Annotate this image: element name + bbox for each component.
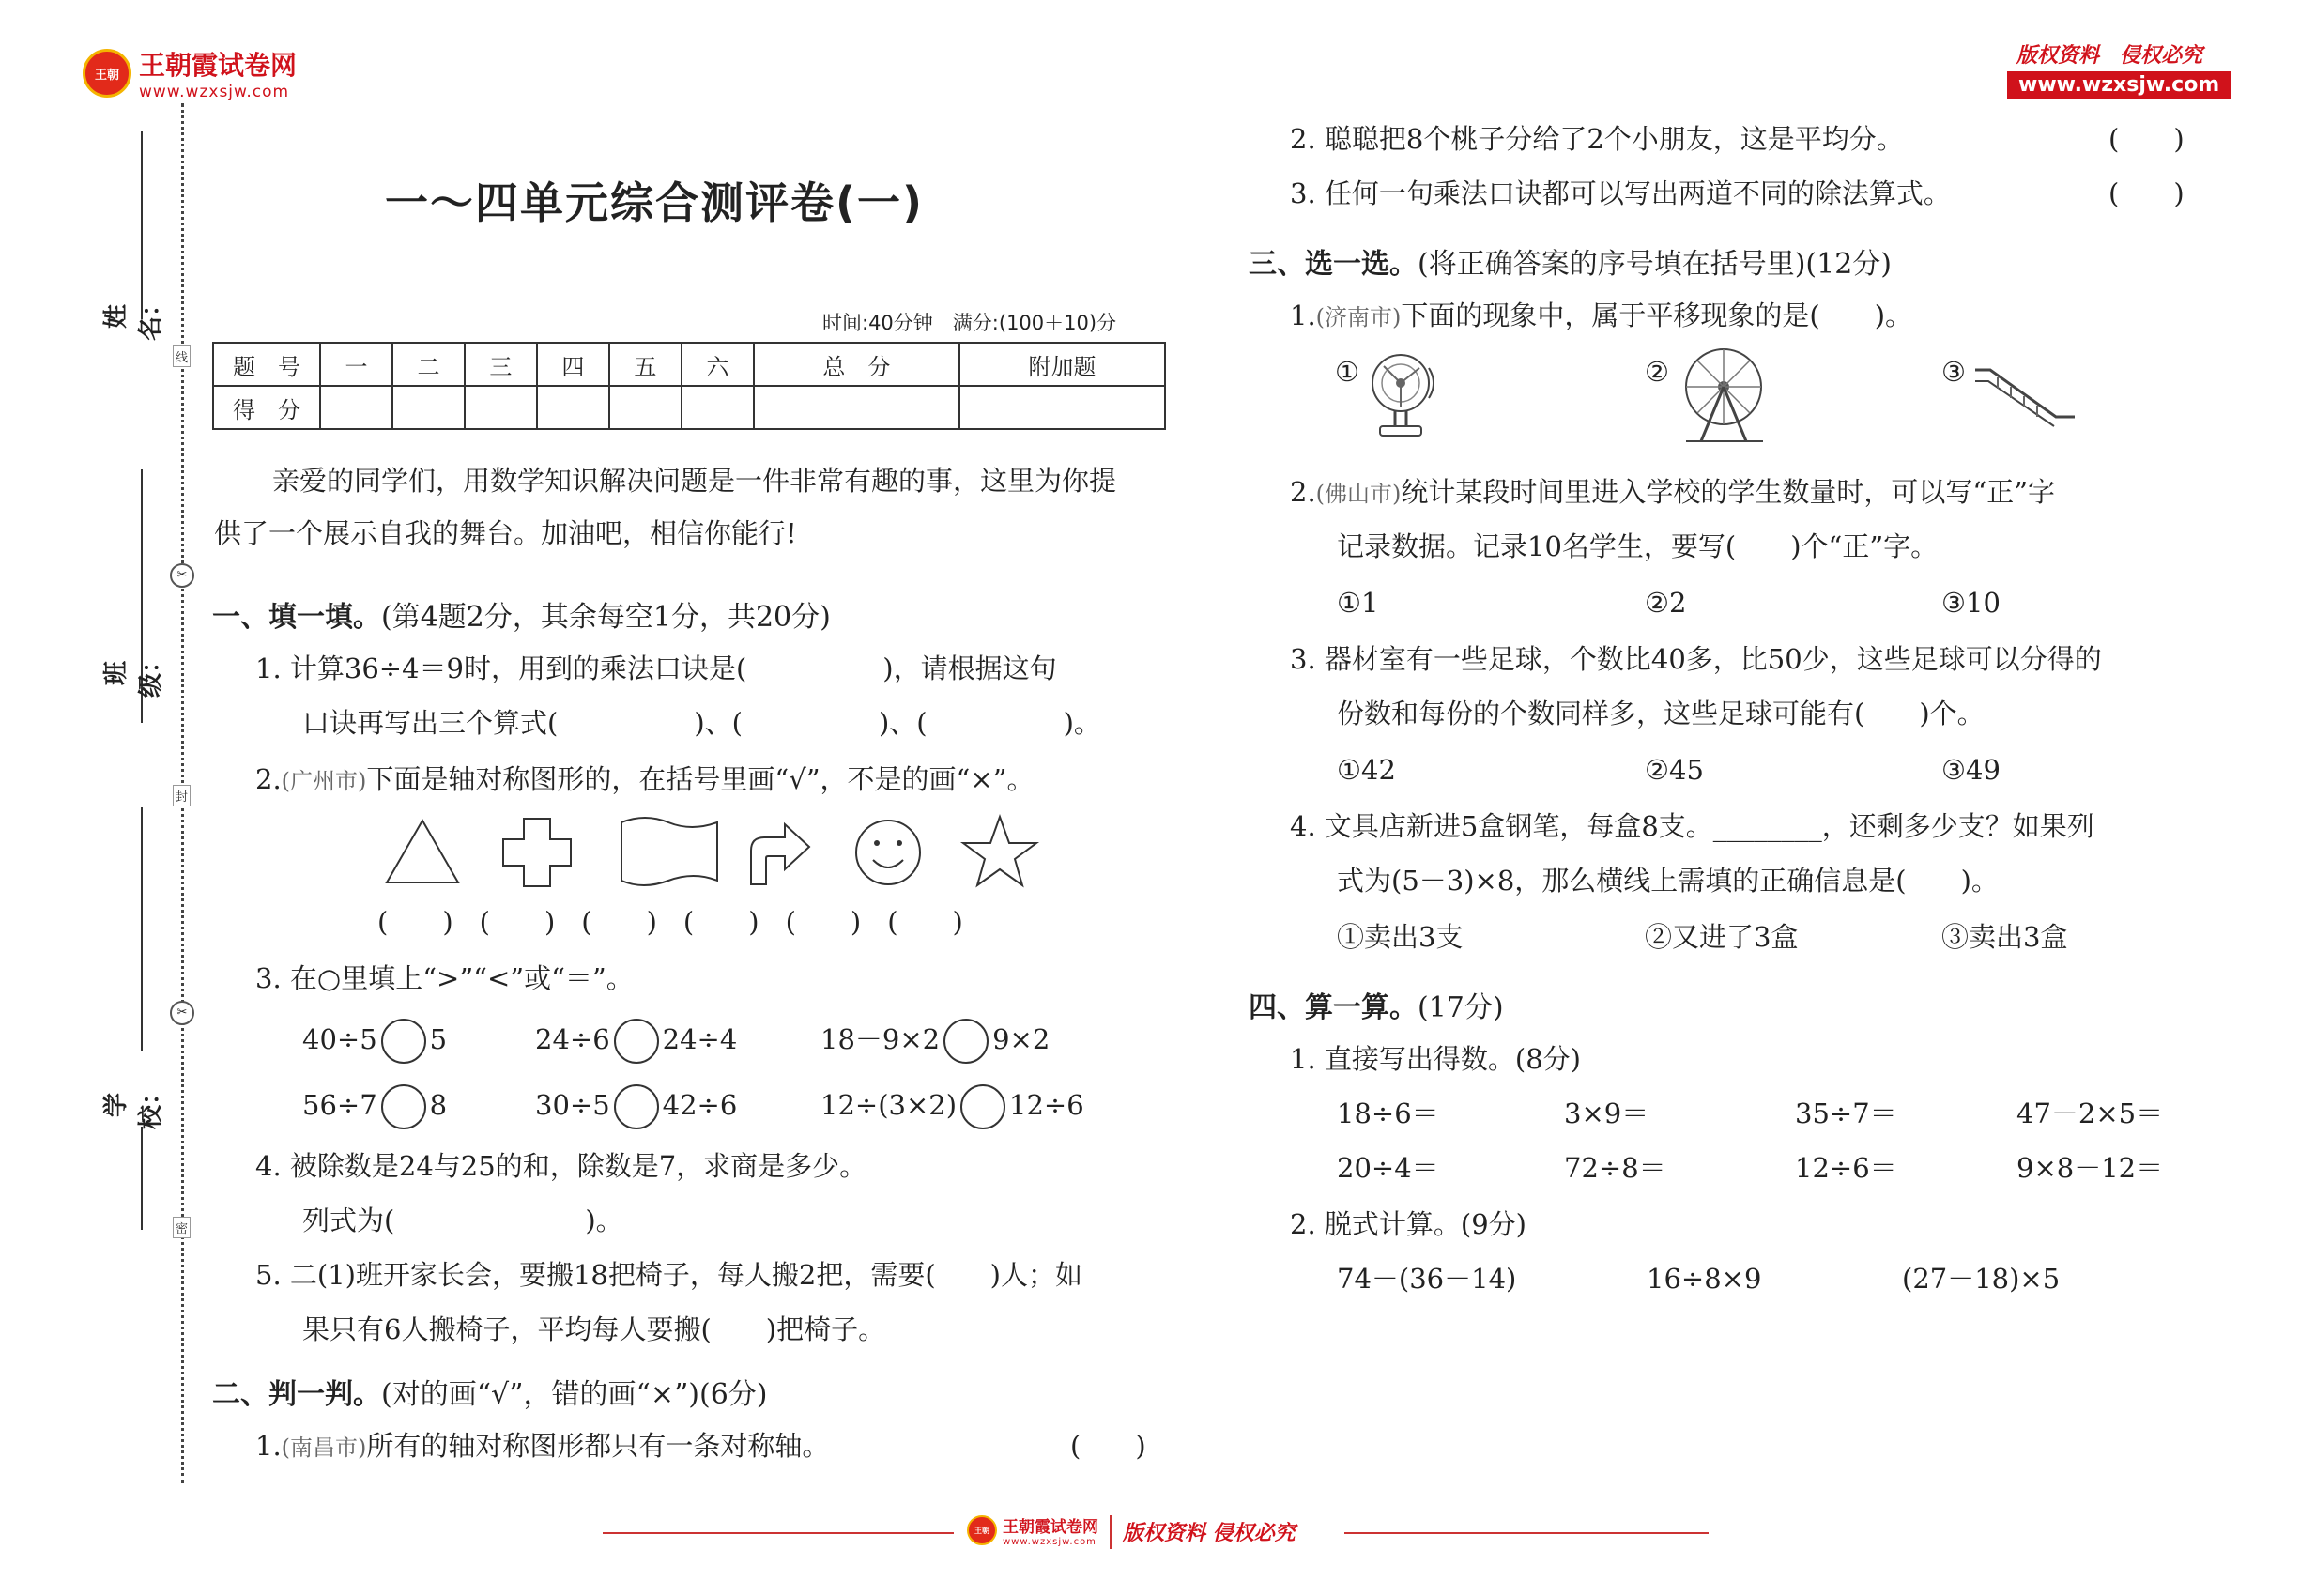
class-label: 班 级： xyxy=(102,636,165,698)
compare-item xyxy=(302,1019,447,1064)
s3-q3-option[interactable]: ②45 xyxy=(1645,754,1704,786)
section3-heading xyxy=(1249,240,1892,282)
star-shape xyxy=(963,817,1036,885)
step-calc-item[interactable]: 74－(36－14) xyxy=(1337,1263,1517,1295)
oral-calc-item[interactable]: 3×9＝ xyxy=(1564,1097,1649,1129)
footer-logo-name: 王朝霞试卷网 xyxy=(1003,1518,1098,1537)
s3-q4-option[interactable]: ③卖出3盒 xyxy=(1941,921,2068,953)
answer-bracket[interactable]: ( ) xyxy=(785,906,862,938)
section1-title: 一、填一填。 xyxy=(212,601,381,634)
section3-title: 三、选一选。 xyxy=(1249,248,1418,281)
cut-mark-xian: 线 xyxy=(173,345,191,367)
compare-item xyxy=(535,1084,737,1129)
scissors-icon: ✂ xyxy=(170,563,194,588)
s2-q1-city: (南昌市) xyxy=(281,1435,367,1461)
compare-right: 8 xyxy=(429,1089,448,1121)
section2-note: (对的画“√”，错的画“×”)(6分) xyxy=(381,1378,768,1411)
oral-calc-item[interactable]: 72÷8＝ xyxy=(1564,1152,1666,1184)
score-cell[interactable] xyxy=(465,386,537,429)
compare-circle[interactable] xyxy=(381,1084,426,1129)
score-cell[interactable] xyxy=(320,386,392,429)
triangle-shape xyxy=(387,821,458,882)
score-col-1: 一 xyxy=(320,343,392,386)
name-label: 姓 名： xyxy=(102,279,165,342)
s3-q1-text: 下面的现象中，属于平移现象的是( )。 xyxy=(1401,299,1913,331)
s1-q2-num: 2. xyxy=(255,763,282,795)
compare-left: 12÷(3×2) xyxy=(820,1089,958,1121)
flag-shape xyxy=(621,818,717,885)
binding-line-3 xyxy=(141,807,143,1051)
oral-calc-item[interactable]: 12÷6＝ xyxy=(1795,1152,1897,1184)
s3-q1-num: 1. xyxy=(1290,299,1316,331)
logo-name: 王朝霞试卷网 xyxy=(139,50,298,81)
s1-q5-line1: 5. 二(1)班开家长会，要搬18把椅子，每人搬2把，需要( )人；如 xyxy=(255,1259,1082,1291)
compare-circle[interactable] xyxy=(381,1019,426,1064)
symmetry-shapes xyxy=(376,809,1051,894)
compare-circle[interactable] xyxy=(960,1084,1005,1129)
cut-mark-mi: 密 xyxy=(173,1217,191,1238)
footer-rule-right xyxy=(1344,1532,1709,1534)
compare-item xyxy=(820,1084,1084,1129)
compare-right: 5 xyxy=(429,1023,448,1055)
page-title: 一～四单元综合测评卷(一) xyxy=(385,177,925,228)
s4-sub2: 2. 脱式计算。(9分) xyxy=(1290,1208,1526,1240)
section3-note: (将正确答案的序号填在括号里)(12分) xyxy=(1418,248,1892,281)
copyright-notice: 版权资料 侵权必究 xyxy=(2016,43,2203,68)
exam-meta: 时间:40分钟 满分:(100＋10)分 xyxy=(822,312,1117,334)
score-col-4: 四 xyxy=(537,343,609,386)
answer-bracket[interactable]: ( ) xyxy=(581,906,657,938)
score-table-header-label: 题 号 xyxy=(213,343,320,386)
compare-left: 56÷7 xyxy=(302,1089,377,1121)
compare-right: 24÷4 xyxy=(662,1023,738,1055)
score-cell[interactable] xyxy=(682,386,754,429)
intro-line-2: 供了一个展示自我的舞台。加油吧，相信你能行! xyxy=(214,517,797,549)
s1-q4-line2: 列式为( )。 xyxy=(302,1205,623,1236)
s1-q5-line2: 果只有6人搬椅子，平均每人要搬( )把椅子。 xyxy=(302,1313,886,1345)
oral-calc-item[interactable]: 18÷6＝ xyxy=(1337,1097,1439,1129)
compare-item xyxy=(302,1084,447,1129)
s2-q1-num: 1. xyxy=(255,1430,282,1462)
section1-note: (第4题2分，其余每空1分，共20分) xyxy=(381,601,831,634)
score-table xyxy=(212,342,1166,430)
s3-q2-line1 xyxy=(1290,473,2055,513)
s1-q1-line2: 口诀再写出三个算式( )、( )、( )。 xyxy=(302,707,1101,739)
s3-q4-option[interactable]: ①卖出3支 xyxy=(1337,921,1464,953)
s3-q3-option[interactable]: ①42 xyxy=(1337,754,1396,786)
score-row-label: 得 分 xyxy=(213,386,320,429)
s1-q2-city: (广州市) xyxy=(281,768,367,794)
score-cell[interactable] xyxy=(609,386,682,429)
s3-q1 xyxy=(1290,297,1912,336)
s1-q2-answer-brackets xyxy=(377,903,963,941)
section2-title: 二、判一判。 xyxy=(212,1378,381,1411)
compare-left: 40÷5 xyxy=(302,1023,377,1055)
s3-q2-num: 2. xyxy=(1290,476,1316,508)
footer-logo xyxy=(967,1513,1098,1547)
footer-copyright: 版权资料 侵权必究 xyxy=(1123,1521,1296,1545)
score-cell[interactable] xyxy=(392,386,465,429)
compare-right: 42÷6 xyxy=(662,1089,738,1121)
cross-shape xyxy=(503,819,571,886)
score-col-total: 总 分 xyxy=(754,343,959,386)
step-calc-item[interactable]: 16÷8×9 xyxy=(1647,1263,1762,1295)
scissors-icon: ✂ xyxy=(170,1001,194,1025)
oral-calc-item[interactable]: 35÷7＝ xyxy=(1795,1097,1897,1129)
compare-circle[interactable] xyxy=(614,1084,659,1129)
footer-logo-url: www.wzxsjw.com xyxy=(1003,1537,1096,1547)
electric-fan-icon xyxy=(1361,349,1442,443)
s3-q1-option-3: ③ xyxy=(1941,356,1966,388)
s2-q1-bracket[interactable]: ( ) xyxy=(1070,1430,1146,1462)
s3-q2-option[interactable]: ①1 xyxy=(1337,587,1379,619)
score-table-header-row xyxy=(213,343,1165,386)
s4-sub1: 1. 直接写出得数。(8分) xyxy=(1290,1043,1581,1075)
score-col-2: 二 xyxy=(392,343,465,386)
compare-circle[interactable] xyxy=(614,1019,659,1064)
s2-q1-text: 所有的轴对称图形都只有一条对称轴。 xyxy=(366,1430,830,1462)
s3-q1-city: (济南市) xyxy=(1315,304,1402,330)
score-col-5: 五 xyxy=(609,343,682,386)
compare-item xyxy=(820,1019,1050,1064)
s3-q2-option[interactable]: ③10 xyxy=(1941,587,2001,619)
s3-q2-text: 统计某段时间里进入学校的学生数量时，可以写“正”字 xyxy=(1401,476,2056,508)
s3-q3-line1: 3. 器材室有一些足球，个数比40多，比50少，这些足球可以分得的 xyxy=(1290,643,2102,675)
section4-title: 四、算一算。 xyxy=(1249,991,1418,1024)
score-col-3: 三 xyxy=(465,343,537,386)
s2-q3-bracket[interactable]: ( ) xyxy=(2108,177,2185,209)
site-url-banner: www.wzxsjw.com xyxy=(2007,71,2231,99)
s1-q3: 3. 在○里填上“>”“<”或“＝”。 xyxy=(255,962,634,994)
s1-q4-line1: 4. 被除数是24与25的和，除数是7，求商是多少。 xyxy=(255,1150,867,1182)
oral-calc-item[interactable]: 9×8－12＝ xyxy=(2016,1152,2164,1184)
smiley-face-shape xyxy=(856,821,920,884)
compare-right: 9×2 xyxy=(992,1023,1050,1055)
score-cell[interactable] xyxy=(959,386,1165,429)
section4-heading xyxy=(1249,984,1504,1025)
ferris-wheel-icon xyxy=(1673,342,1776,449)
s3-q3-option[interactable]: ③49 xyxy=(1941,754,2001,786)
score-table-score-row xyxy=(213,386,1165,429)
section4-note: (17分) xyxy=(1418,991,1504,1024)
answer-bracket[interactable]: ( ) xyxy=(479,906,556,938)
s3-q2-line2: 记录数据。记录10名学生，要写( )个“正”字。 xyxy=(1337,530,1939,562)
intro-line-1: 亲爱的同学们，用数学知识解决问题是一件非常有趣的事，这里为你提 xyxy=(272,465,1117,497)
s3-q2-city: (佛山市) xyxy=(1315,481,1402,507)
logo-badge-icon: 王朝 xyxy=(83,49,131,98)
turn-arrow-shape xyxy=(751,824,809,884)
score-cell[interactable] xyxy=(537,386,609,429)
s1-q1-line1: 1. 计算36÷4＝9时，用到的乘法口诀是( )，请根据这句 xyxy=(255,652,1057,684)
s3-q4-line2: 式为(5－3)×8，那么横线上需填的正确信息是( )。 xyxy=(1337,865,1999,897)
s3-q2-option[interactable]: ②2 xyxy=(1645,587,1687,619)
footer-logo-icon: 王朝 xyxy=(967,1515,997,1545)
answer-bracket[interactable]: ( ) xyxy=(887,906,963,938)
step-calc-item[interactable]: (27－18)×5 xyxy=(1902,1263,2061,1295)
s2-q3: 3. 任何一句乘法口诀都可以写出两道不同的除法算式。 xyxy=(1290,177,1951,209)
oral-calc-item[interactable]: 47－2×5＝ xyxy=(2016,1097,2164,1129)
compare-right: 12÷6 xyxy=(1009,1089,1084,1121)
footer-divider xyxy=(1110,1515,1112,1549)
oral-calc-item[interactable]: 20÷4＝ xyxy=(1337,1152,1439,1184)
s2-q1 xyxy=(255,1427,829,1466)
logo-url: www.wzxsjw.com xyxy=(139,83,290,101)
score-col-bonus: 附加题 xyxy=(959,343,1165,386)
s2-q2: 2. 聪聪把8个桃子分给了2个小朋友，这是平均分。 xyxy=(1290,123,1904,155)
s3-q4-option[interactable]: ②又进了3盒 xyxy=(1645,921,1799,953)
school-label: 学 校： xyxy=(102,1067,165,1130)
footer-rule-left xyxy=(603,1532,954,1534)
compare-left: 30÷5 xyxy=(535,1089,610,1121)
section2-heading xyxy=(212,1371,768,1412)
compare-left: 18－9×2 xyxy=(820,1023,941,1055)
s1-q2-text: 下面是轴对称图形的，在括号里画“√”，不是的画“×”。 xyxy=(366,763,1035,795)
s3-q4-line1: 4. 文具店新进5盒钢笔，每盒8支。________，还剩多少支？如果列 xyxy=(1290,810,2094,842)
s1-q2 xyxy=(255,760,1035,800)
escalator-icon xyxy=(1970,353,2082,428)
compare-circle[interactable] xyxy=(943,1019,989,1064)
s3-q1-option-2: ② xyxy=(1645,356,1669,388)
s3-q1-option-1: ① xyxy=(1335,356,1359,388)
score-cell[interactable] xyxy=(754,386,959,429)
score-col-6: 六 xyxy=(682,343,754,386)
cut-mark-feng: 封 xyxy=(173,785,191,806)
section1-heading xyxy=(212,593,831,635)
compare-left: 24÷6 xyxy=(535,1023,610,1055)
s3-q3-line2: 份数和每份的个数同样多，这些足球可能有( )个。 xyxy=(1337,698,1985,729)
header-logo xyxy=(83,45,297,101)
answer-bracket[interactable]: ( ) xyxy=(682,906,759,938)
answer-bracket[interactable]: ( ) xyxy=(377,906,453,938)
s2-q2-bracket[interactable]: ( ) xyxy=(2108,123,2185,155)
compare-item xyxy=(535,1019,737,1064)
